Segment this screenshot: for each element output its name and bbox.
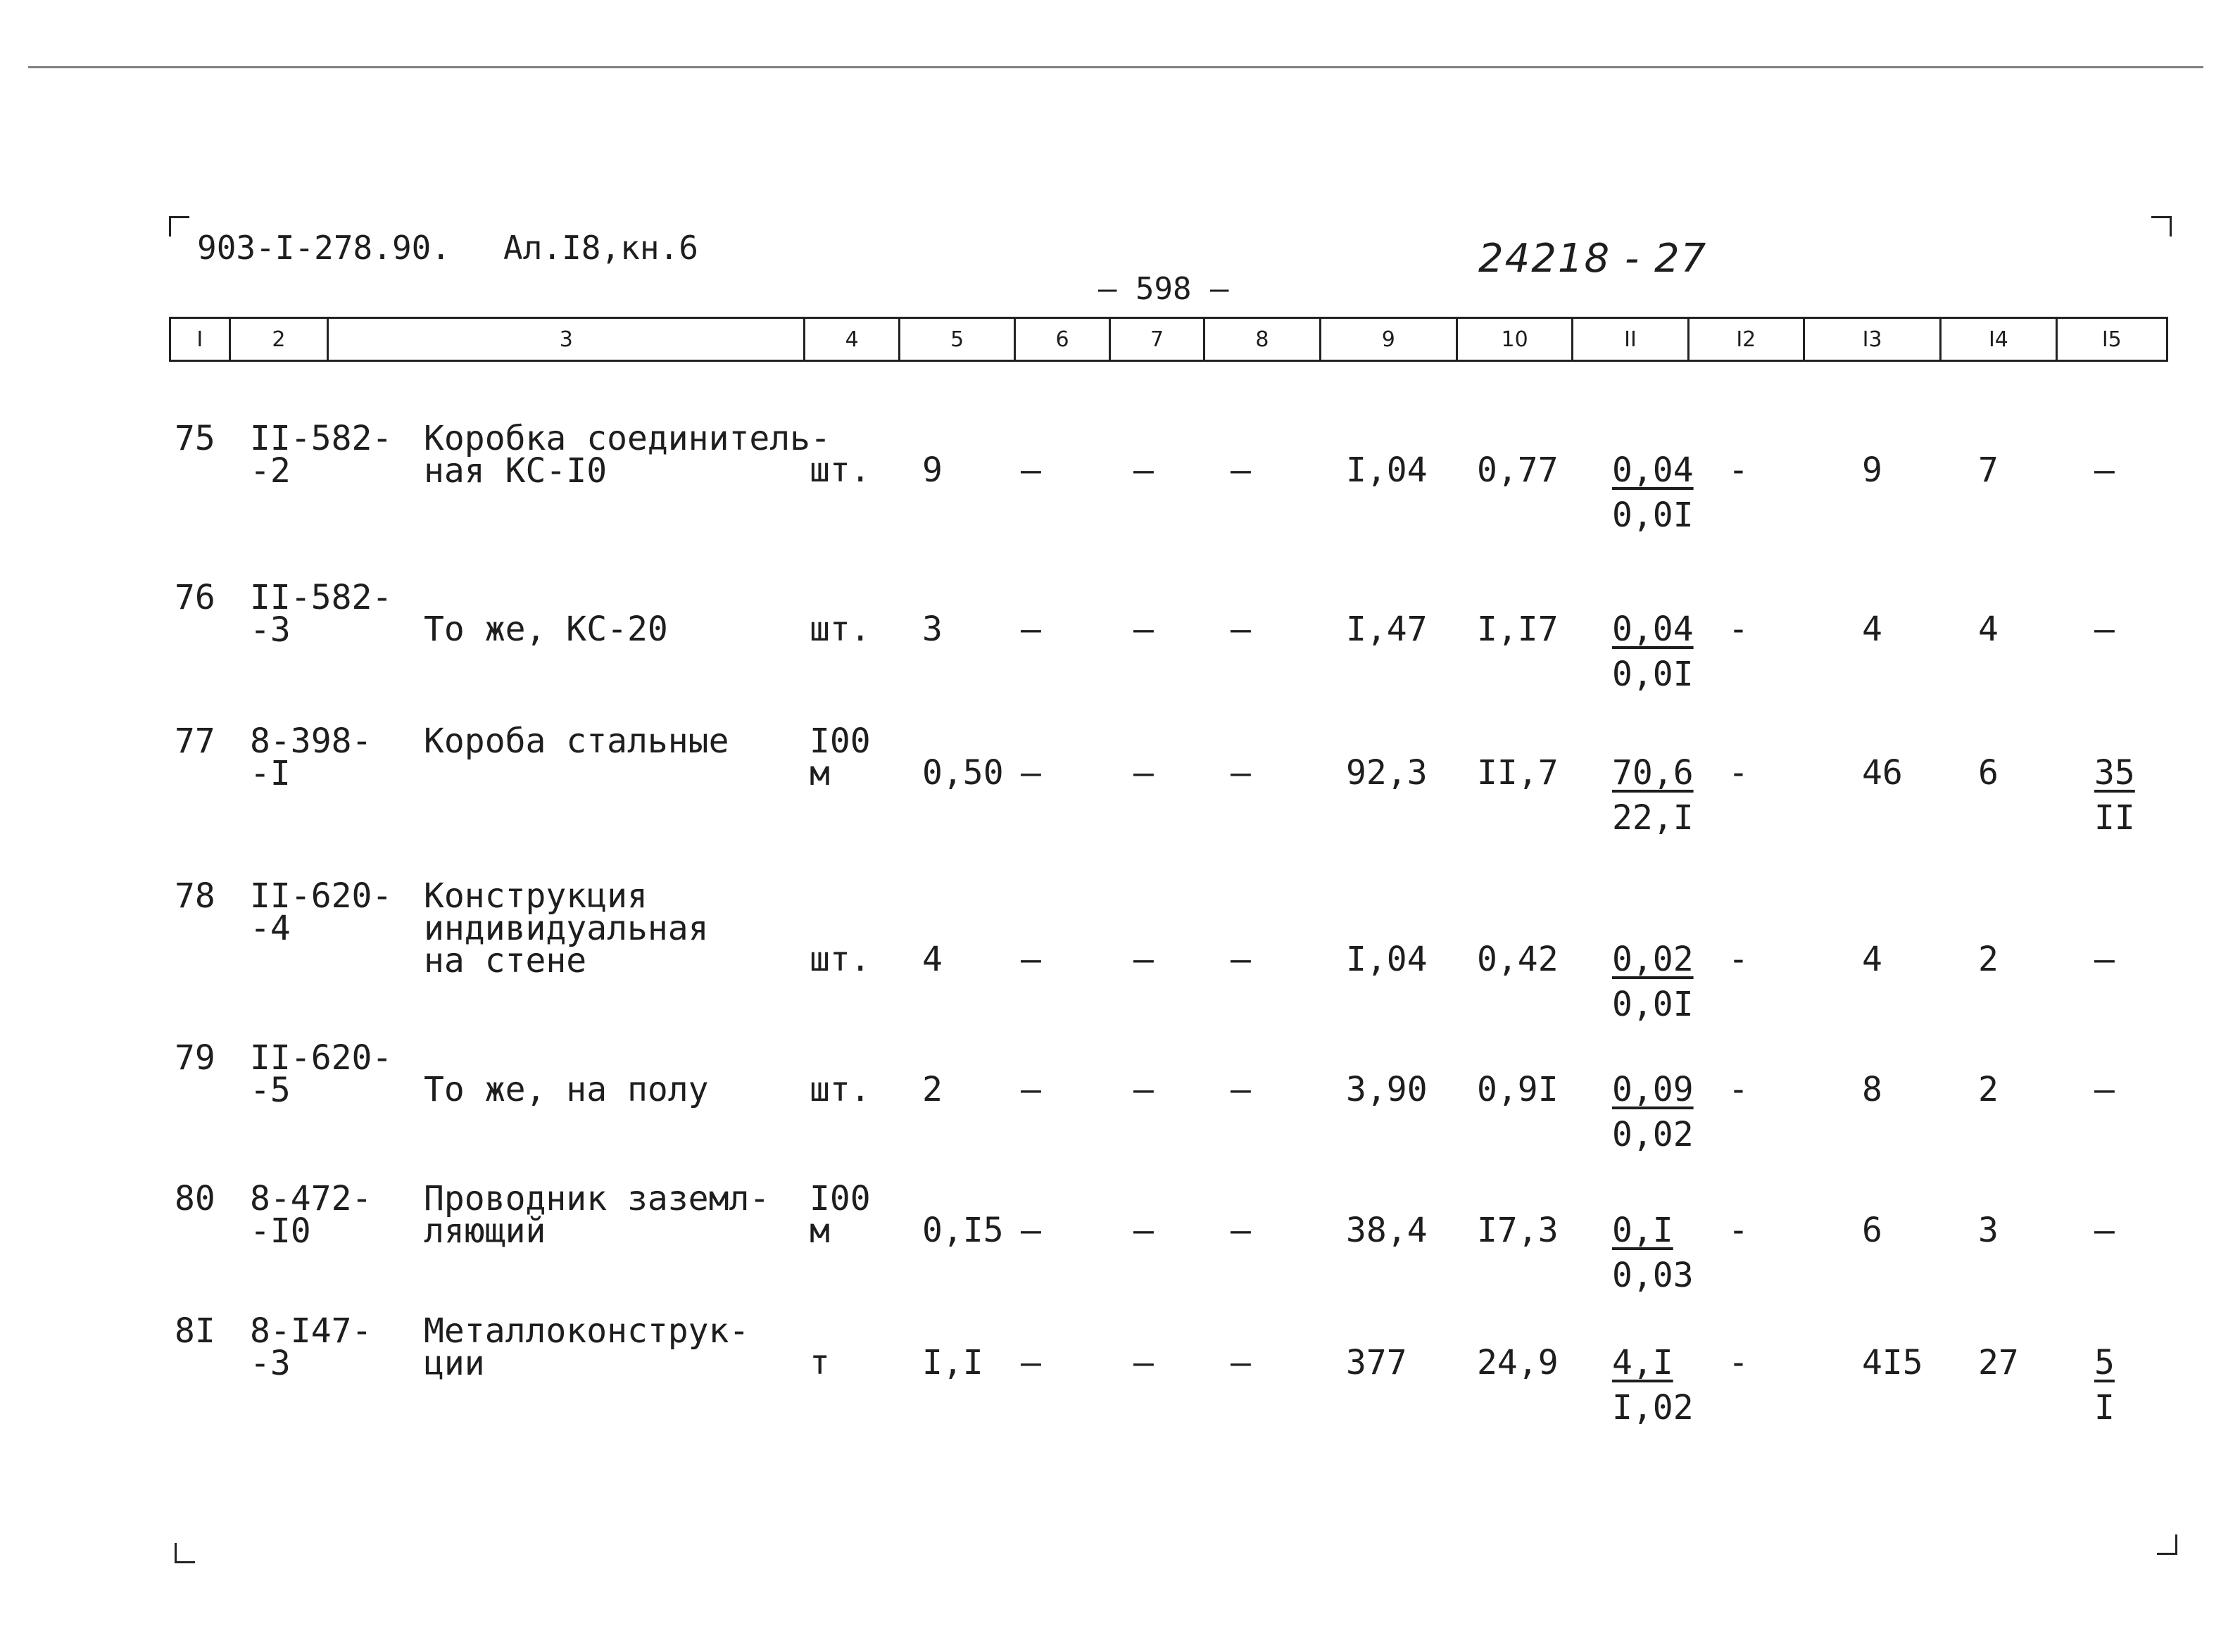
row-col-6: – [1021,1070,1041,1109]
row-col-11-top: 0,09 [1612,1070,1694,1109]
row-col-11-top: 70,6 [1612,753,1694,793]
row-col-15-top: 35 [2094,753,2135,793]
row-col-8: – [1231,610,1251,649]
row-number: 80 [175,1179,215,1218]
row-number: 78 [175,876,215,916]
row-col-5: 0,50 [922,753,1004,793]
row-col-9: I,04 [1346,450,1428,490]
row-col-12: - [1728,1211,1749,1250]
row-col-11-bottom: 0,03 [1612,1256,1694,1295]
row-col-15-top: – [2094,1211,2115,1250]
handwritten-number: 24218 - 27 [1478,236,1708,282]
column-number-10: 10 [1458,319,1573,360]
column-number-14: I4 [1942,319,2057,360]
row-col-14: 2 [1978,940,1999,979]
row-col-15-top: 5 [2094,1343,2115,1382]
column-number-header [169,317,2168,362]
row-col-11-bottom: 0,0I [1612,496,1694,535]
column-number-13: I3 [1805,319,1942,360]
row-col-7: – [1133,450,1154,490]
row-code: 8-I47- -3 [250,1311,372,1383]
row-col-14: 6 [1978,753,1999,793]
row-col-12: - [1728,1343,1749,1382]
row-col-12: - [1728,1070,1749,1109]
row-col-6: – [1021,1211,1041,1250]
row-number: 79 [175,1038,215,1078]
row-col-9: I,47 [1346,610,1428,649]
row-unit: шт. [810,610,871,649]
row-col-8: – [1231,450,1251,490]
row-code: 8-398- -I [250,721,372,793]
row-col-7: – [1133,1211,1154,1250]
row-col-6: – [1021,610,1041,649]
row-col-6: – [1021,940,1041,979]
row-name: Короба стальные [424,721,729,761]
row-number: 8I [175,1311,215,1351]
row-name: Проводник заземл- ляющий [424,1179,770,1251]
row-col-15-top: – [2094,940,2115,979]
row-col-9: 377 [1346,1343,1407,1382]
column-number-7: 7 [1111,319,1205,360]
row-col-10: I7,3 [1477,1211,1559,1250]
row-name: Металлоконструк- ции [424,1311,750,1383]
corner-mark-bottom-left [175,1543,195,1563]
row-col-11-top: 0,02 [1612,940,1694,979]
column-number-11: II [1573,319,1689,360]
row-col-11-top: 0,I [1612,1211,1673,1250]
row-col-8: – [1231,1343,1251,1382]
row-col-14: 3 [1978,1211,1999,1250]
row-col-15-bottom: I [2094,1388,2115,1427]
row-unit: шт. [810,450,871,490]
row-col-5: 3 [922,610,943,649]
row-col-11-bottom: 22,I [1612,798,1694,838]
row-col-8: – [1231,753,1251,793]
row-col-7: — [1133,1343,1154,1382]
row-col-5: 9 [922,450,943,490]
row-col-10: II,7 [1477,753,1559,793]
row-name: Конструкция индивидуальная на стене [424,876,709,981]
page-number: — 598 — [1098,271,1229,307]
row-col-14: 7 [1978,450,1999,490]
row-col-9: 92,3 [1346,753,1428,793]
column-number-8: 8 [1205,319,1321,360]
row-code: II-582- -2 [250,419,393,491]
row-col-10: 24,9 [1477,1343,1559,1382]
row-col-13: 46 [1862,753,1903,793]
column-number-4: 4 [805,319,900,360]
row-col-13: 4 [1862,610,1882,649]
row-col-13: 4 [1862,940,1882,979]
row-col-11-bottom: 0,02 [1612,1115,1694,1154]
row-number: 75 [175,419,215,458]
row-name: То же, КС-20 [424,610,668,649]
corner-mark-top-left [169,216,189,237]
row-code: II-620- -4 [250,876,393,948]
row-col-11-top: 0,04 [1612,610,1694,649]
row-col-12: - [1728,940,1749,979]
row-col-13: 9 [1862,450,1882,490]
row-col-10: 0,77 [1477,450,1559,490]
column-number-2: 2 [231,319,329,360]
corner-mark-top-right [2151,216,2172,237]
row-col-13: 8 [1862,1070,1882,1109]
row-col-14: 27 [1978,1343,2019,1382]
row-number: 76 [175,578,215,617]
row-col-10: 0,9I [1477,1070,1559,1109]
top-rule [28,66,2203,68]
row-code: 8-472- -I0 [250,1179,372,1251]
row-col-13: 6 [1862,1211,1882,1250]
document-code: 903-I-278.90. [197,229,451,267]
row-code: II-620- -5 [250,1038,393,1110]
row-col-14: 2 [1978,1070,1999,1109]
column-number-1: I [171,319,231,360]
row-col-7: – [1133,610,1154,649]
row-col-6: – [1021,1343,1041,1382]
row-col-11-bottom: 0,0I [1612,985,1694,1024]
row-col-15-top: – [2094,1070,2115,1109]
row-col-5: 4 [922,940,943,979]
row-col-11-top: 4,I [1612,1343,1673,1382]
row-unit: шт. [810,1070,871,1109]
row-col-15-top: – [2094,450,2115,490]
row-col-9: I,04 [1346,940,1428,979]
column-number-12: I2 [1690,319,1805,360]
row-col-6: – [1021,450,1041,490]
row-col-11-bottom: 0,0I [1612,655,1694,694]
row-col-7: – [1133,940,1154,979]
row-col-7: – [1133,753,1154,793]
row-code: II-582- -3 [250,578,393,650]
column-number-15: I5 [2101,327,2122,352]
row-col-9: 38,4 [1346,1211,1428,1250]
row-col-12: - [1728,610,1749,649]
row-col-11-bottom: I,02 [1612,1388,1694,1427]
row-unit: шт. [810,940,871,979]
row-col-15-top: – [2094,610,2115,649]
row-col-11-top: 0,04 [1612,450,1694,490]
row-unit: т [810,1343,830,1382]
row-col-10: 0,42 [1477,940,1559,979]
row-col-6: – [1021,753,1041,793]
row-col-10: I,I7 [1477,610,1559,649]
row-col-7: – [1133,1070,1154,1109]
row-col-14: 4 [1978,610,1999,649]
row-col-5: 0,I5 [922,1211,1004,1250]
album-reference: Ал.I8,кн.6 [503,229,698,267]
row-col-8: – [1231,940,1251,979]
column-number-5: 5 [900,319,1016,360]
row-name: Коробка соединитель- ная КС-I0 [424,419,831,491]
row-col-13: 4I5 [1862,1343,1923,1382]
corner-mark-bottom-right [2157,1534,2177,1555]
row-col-12: - [1728,753,1749,793]
row-number: 77 [175,721,215,761]
row-col-5: 2 [922,1070,943,1109]
column-number-9: 9 [1321,319,1458,360]
row-unit: I00 м [810,1179,871,1251]
column-number-3: 3 [329,319,805,360]
column-number-6: 6 [1016,319,1110,360]
row-col-15-bottom: II [2094,798,2135,838]
row-col-8: – [1231,1070,1251,1109]
row-col-9: 3,90 [1346,1070,1428,1109]
row-col-12: - [1728,450,1749,490]
row-col-5: I,I [922,1343,983,1382]
row-name: То же, на полу [424,1070,709,1109]
row-unit: I00 м [810,721,871,793]
row-col-8: – [1231,1211,1251,1250]
